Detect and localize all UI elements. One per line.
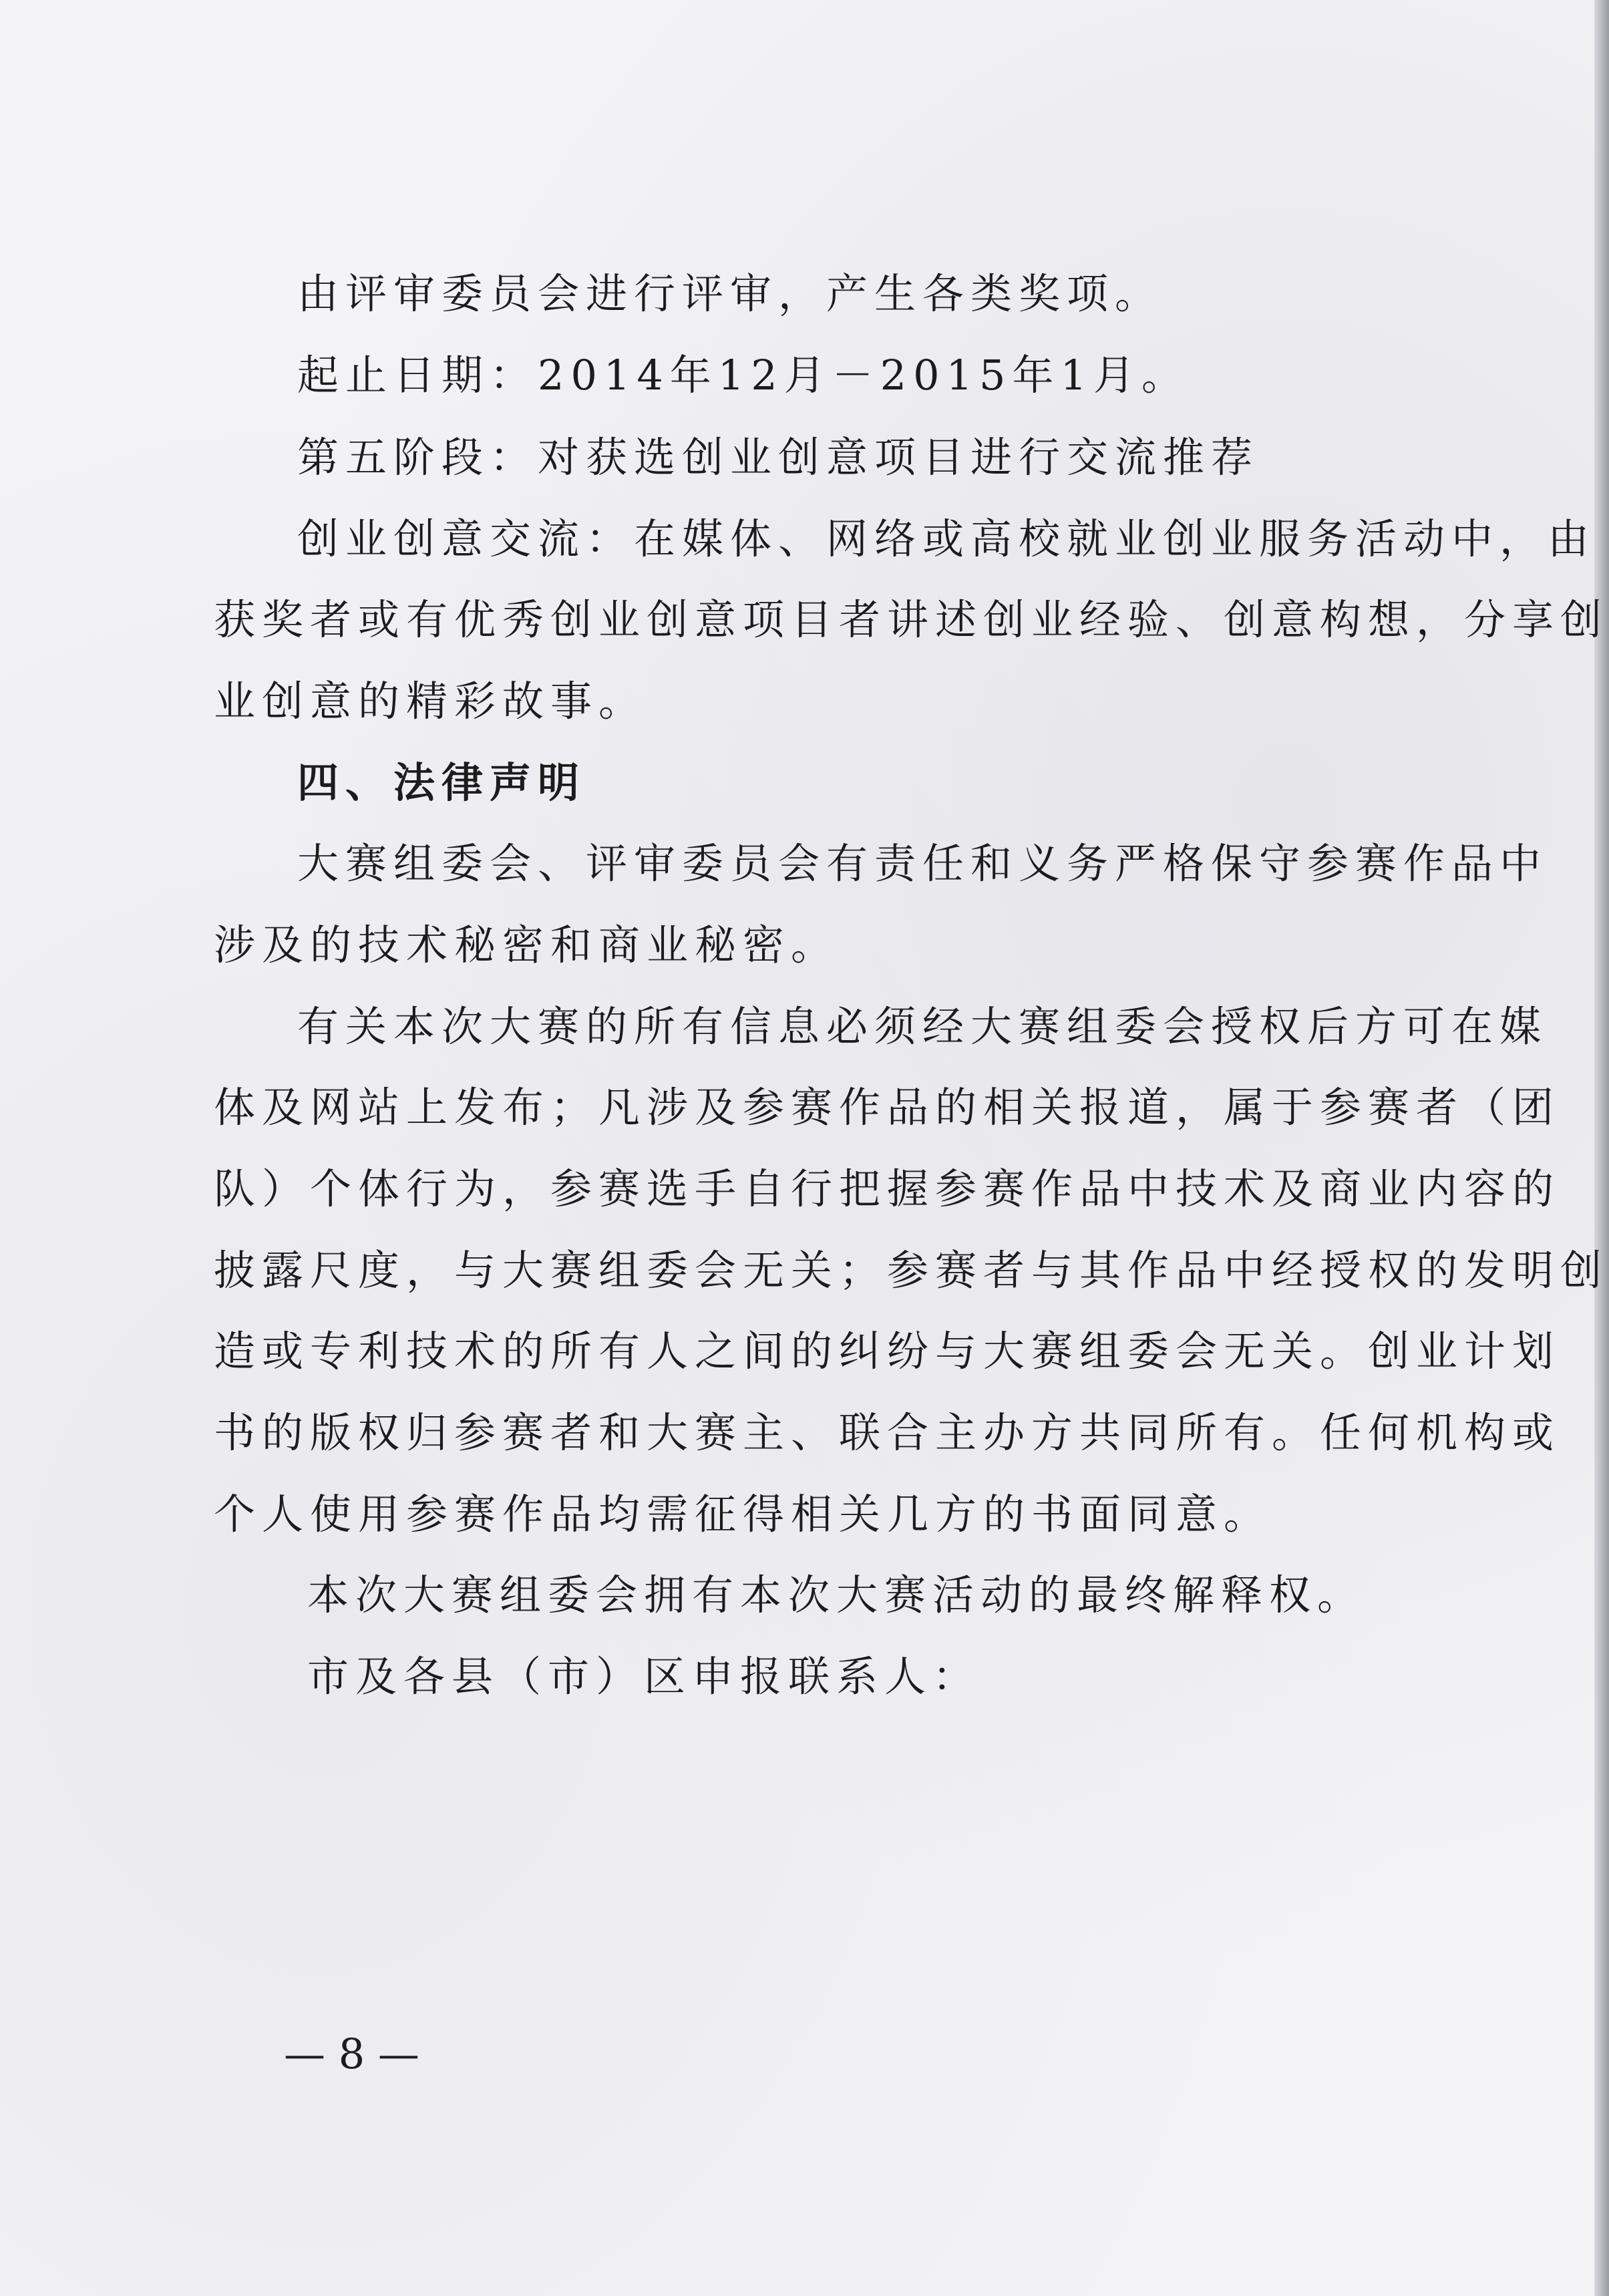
page-edge-shadow bbox=[1594, 0, 1609, 2296]
text-line: 市及各县（市）区申报联系人： bbox=[307, 1652, 981, 1701]
text-line: 涉及的技术秘密和商业秘密。 bbox=[214, 921, 840, 969]
text-line: 业创意的精彩故事。 bbox=[214, 677, 647, 725]
text-line: 个人使用参赛作品均需征得相关几方的书面同意。 bbox=[214, 1490, 1272, 1538]
text-line: 本次大赛组委会拥有本次大赛活动的最终解释权。 bbox=[307, 1571, 1366, 1619]
text-line: 队）个体行为，参赛选手自行把握参赛作品中技术及商业内容的 bbox=[214, 1164, 1561, 1213]
text-line: 第五阶段：对获选创业创意项目进行交流推荐 bbox=[297, 433, 1260, 482]
text-line: 有关本次大赛的所有信息必须经大赛组委会授权后方可在媒 bbox=[297, 1002, 1548, 1051]
text-line: 创业创意交流：在媒体、网络或高校就业创业服务活动中，由 bbox=[297, 514, 1596, 563]
text-line: 获奖者或有优秀创业创意项目者讲述创业经验、创意构想，分享创 bbox=[214, 595, 1609, 644]
page-number: — 8 — bbox=[284, 2029, 419, 2078]
text-line: 大赛组委会、评审委员会有责任和义务严格保守参赛作品中 bbox=[297, 839, 1548, 888]
text-line: 造或专利技术的所有人之间的纠纷与大赛组委会无关。创业计划 bbox=[214, 1327, 1561, 1375]
text-line: 体及网站上发布；凡涉及参赛作品的相关报道，属于参赛者（团 bbox=[214, 1083, 1561, 1132]
section-heading: 四、法律声明 bbox=[297, 758, 586, 807]
text-line: 书的版权归参赛者和大赛主、联合主办方共同所有。任何机构或 bbox=[214, 1408, 1561, 1457]
text-line: 起止日期：2014年12月－2015年1月。 bbox=[297, 351, 1190, 399]
text-line: 披露尺度，与大赛组委会无关；参赛者与其作品中经授权的发明创 bbox=[214, 1246, 1609, 1295]
text-line: 由评审委员会进行评审，产生各类奖项。 bbox=[297, 269, 1164, 318]
